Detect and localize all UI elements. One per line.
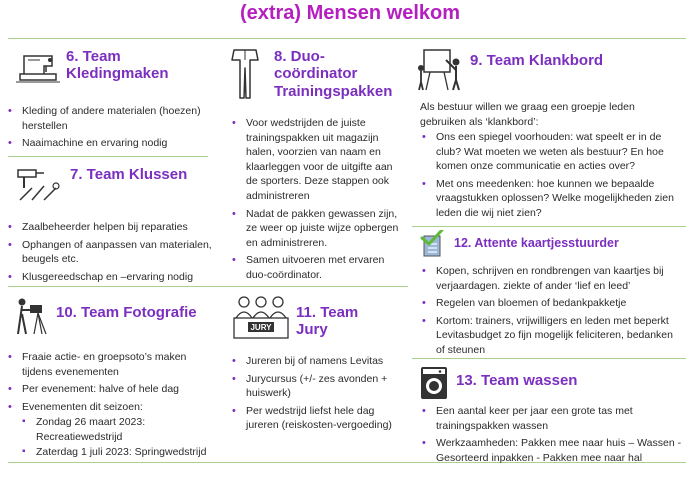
list-item: • Een aantal keer per jaar een grote tas met trainingspakken wassen: [422, 404, 684, 433]
team-klussen-list: [8, 220, 214, 287]
team-jury-list: [232, 354, 404, 436]
tracksuit-icon: [228, 48, 262, 100]
event-sublist: [22, 415, 208, 459]
list-item: • Samen uitvoeren met ervaren duo-coördinator.: [232, 253, 404, 282]
divider-top: [8, 38, 686, 39]
team-klankbord-list: [422, 130, 684, 224]
team-duo-coordinator-list: [232, 116, 404, 286]
list-item: [8, 400, 208, 459]
list-item-label: Evenementen dit seizoen:: [22, 400, 143, 413]
list-item: • Ons een spiegel voorhouden: wat speelt er in de club? Wat moeten we weten als bestuur? En hoe komen onze communicatie en acties over?: [422, 130, 684, 174]
checklist-icon: [420, 230, 446, 258]
team-klankbord-title: 9. Team Klankbord: [470, 52, 604, 69]
team-duo-coordinator-title: 8. Duo- coördinator Trainingspakken: [274, 48, 393, 100]
team-kaartjes-title: 12. Attente kaartjesstuurder: [454, 236, 619, 250]
jury-icon: [232, 294, 290, 340]
divider-right-1: [412, 226, 686, 227]
camera-tripod-icon: [14, 296, 50, 336]
sub-item: ▪ Zondag 26 maart 2023: Recreatiewedstrijd: [22, 415, 208, 444]
list-item: • Per evenement: halve of hele dag: [8, 382, 208, 397]
list-item: • Jurycursus (+/- zes avonden + huiswerk): [232, 372, 404, 401]
jury-sign-label: JURY: [250, 323, 272, 332]
list-item: • Voor wedstrijden de juiste trainingspakken uit magazijn halen, voorzien van naam en klaarleggen voor de uitgifte aan de sporters. Deze stappen ook administreren: [232, 116, 404, 204]
team-kaartjes-list: [422, 264, 684, 361]
list-item: • Zaalbeheerder helpen bij reparaties: [8, 220, 214, 235]
team-klankbord-intro: Als bestuur willen we graag een groepje leden gebruiken als ‘klankbord’:: [420, 101, 635, 128]
list-item: • Kopen, schrijven en rondbrengen van kaartjes bij verjaardagen. ziekte of ander ‘lief en leed’: [422, 264, 684, 293]
washing-machine-icon: [420, 366, 448, 400]
team-fotografie-title: 10. Team Fotografie: [56, 304, 197, 321]
list-item: • Met ons meedenken: hoe kunnen we bepaalde vraagstukken oplossen? Welke mogelijkheden zien leden die wij niet zien?: [422, 177, 684, 221]
team-jury-title: 11. Team Jury: [296, 304, 359, 339]
sub-item: ▪ Zaterdag 1 juli 2023: Springwedstrijd: [22, 445, 208, 460]
sewing-machine-icon: [14, 46, 62, 86]
team-wassen-title: 13. Team wassen: [456, 372, 578, 389]
list-item: • Naaimachine en ervaring nodig: [8, 136, 208, 151]
list-item: • Klusgereedschap en –ervaring nodig: [8, 270, 214, 285]
team-wassen-list: [422, 404, 684, 468]
list-item: • Nadat de pakken gewassen zijn, ze weer op juiste wijze opbergen en administreren.: [232, 207, 404, 251]
list-item: • Fraaie actie- en groepsoto’s maken tijdens evenementen: [8, 350, 208, 379]
divider-left-1: [8, 156, 208, 157]
list-item: • Regelen van bloemen of bedankpakketje: [422, 296, 684, 311]
team-kledingmaken-title: 6. Team Kledingmaken: [66, 48, 169, 83]
presentation-icon: [416, 46, 462, 92]
list-item: • Ophangen of aanpassen van materialen, beugels etc.: [8, 238, 214, 267]
team-klussen-title: 7. Team Klussen: [70, 166, 188, 183]
list-item: • Per wedstrijd liefst hele dag jureren (reiskosten-vergoeding): [232, 404, 404, 433]
list-item: • Kortom: trainers, vrijwilligers en leden met beperkt Levitasbudget zo fijn mogelijk feliciteren, bedanken of steunen: [422, 314, 684, 358]
team-fotografie-list: [8, 350, 208, 462]
list-item: • Kleding of andere materialen (hoezen) herstellen: [8, 104, 208, 133]
list-item: • Werkzaamheden: Pakken mee naar huis – Wassen - Gesorteerd inpakken - Pakken mee naar hal: [422, 436, 684, 465]
list-item: • Jureren bij of namens Levitas: [232, 354, 404, 369]
tools-icon: [14, 164, 62, 204]
team-kledingmaken-list: [8, 104, 208, 154]
page-title: (extra) Mensen welkom: [239, 2, 461, 24]
